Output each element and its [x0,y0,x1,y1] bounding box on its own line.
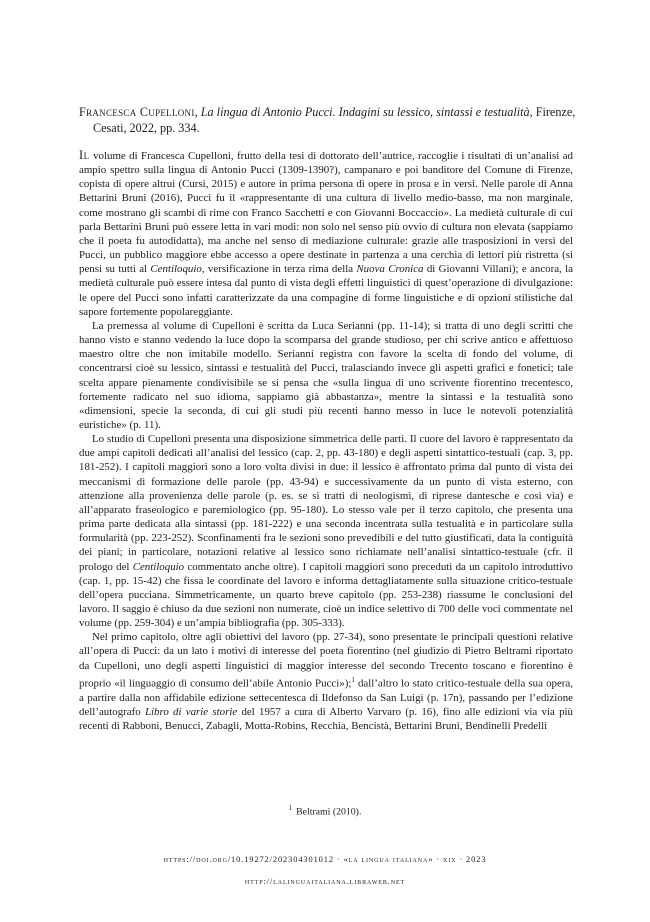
footnote-text: Beltrami (2010). [296,806,362,818]
p1-text-b: , versificazione in terza rima della [201,263,357,276]
p1-italic-nuova-cronica: Nuova Cronica [356,263,424,276]
review-header [79,104,587,136]
review-body [79,148,573,733]
p1-text-a: volume di Francesca Cupelloni, frutto della tesi di dottorato dell’autrice, raccoglie i risultati di un’analisi ad ampio spettro sulla lingua di Antonio Pucci (1309-1390?), campanaro e poi banditore del Comune di Firenze, copista di opere altrui (Cursi, 2015) e autore in prima persona di opere in prosa e in versi. Nelle parole di Anna Bettarini Bruni (2016), Pucci fu il «rappresentante di una cultura di livello medio-basso, ma non marginale, come mostrano gli scambi di rime con Franco Sacchetti e con Giovanni Boccaccio». La medietà culturale di cui parla Bettarini Bruni può essere letta in vari modi: non solo nel senso più ovvio di cultura non elevata (sappiamo che il poeta fu autodidatta), ma anche nel senso di mediazione culturale: grazie alle trasposizioni in versi del Pucci, un pubblico maggiore ebbe accesso a opere destinate in partenza a una cerchia di lettori più ristretta (si pensi su tutti al [79,150,573,276]
footnote-number: 1 [288,804,293,812]
paragraph-2: La premessa al volume di Cupelloni è scritta da Luca Serianni (pp. 11-14); si tratta di uno degli scritti che hanno visto e stanno vedendo la luce dopo la scomparsa del grande studioso, per chi scrive antico e affettuoso maestro oltre che non imitabile modello. Serianni registra con favore la scelta di fondo del volume, di concentrarsi cioè su lessico, sintassi e testualità del Pucci, tralasciando invece gli aspetti grafici e fonetici; tale scelta appare pienamente condivisibile se si pensa che «sulla lingua di uno scrivente fiorentino trecentesco, fortemente radicato nel suo idioma, sappiamo già abbastanza», mentre la sintassi e la testualità sono «dimensioni, specie la seconda, di cui gli studi più recenti hanno messo in luce le notevoli potenzialità euristiche» (p. 11). [79,319,573,431]
p4-text-c: del 1957 a cura di Alberto Varvaro (p. 16), fino alle edizioni via via più recenti di Rabboni, Benucci, Zabagli, Motta-Robins, Recchia, Bencistà, Bettarini Bruni, Bendinelli Predelli [79,705,573,732]
paragraph-3 [79,432,573,630]
paragraph-1 [79,148,573,319]
p4-italic-libro: Libro di varie storie [144,705,238,718]
p4-text-b: dall’altro lo stato critico-testuale della sua opera, a partire dalla non affidabile edizione settecentesca di Ildefonso da San Luigi (p. 17n), passando per l’edizione dell’autografo [79,677,573,718]
p1-italic-centiloquio: Centiloquio [150,263,202,276]
initial-letters: Il [79,148,90,162]
paragraph-4 [79,630,573,733]
footnote [0,804,650,817]
website-line: http://lalinguaitaliana.libraweb.net [244,877,406,886]
header-separator: , [194,105,201,119]
review-author: Francesca Cupelloni [79,105,195,119]
publication-details: , Firenze, Cesati, 2022, pp. 334. [93,105,576,135]
p3-text-a: Lo studio di Cupelloni presenta una disposizione simmetrica delle parti. Il cuore del lavoro è rappresentato da due ampi capitoli dedicati all’analisi del lessico (cap. 2, pp. 43-180) e degli aspetti sintattico-testuali (cap. 3, pp. 181-252). I capitoli maggiori sono a loro volta divisi in due: il lessico è affrontato prima dal punto di vista dei meccanismi di formazione delle parole (pp. 43-94) e successivamente da un punto di vista esterno, con attenzione alla provenienza delle parole (p. es. se si tratti di neologismi, di riprese dantesche e così via) e all’apparato fraseologico e paremiologico (pp. 95-180). Lo stesso vale per il terzo capitolo, che presenta una prima parte dedicata alla sintassi (pp. 181-222) e una seconda incentrata sulla testualità e in particolare sulla formularità (pp. 223-252). Sconfinamenti fra le sezioni sono prevedibili e del tutto giustificati, data la contiguità dei piani; in particolare, notazioni relative al lessico sono richiamate nell’analisi sintattico-testuale (cfr. il prologo del [79,433,573,573]
footnote-reference: 1 [351,675,355,684]
p3-italic-centiloquio: Centiloquio [132,560,185,573]
p4-text-a: Nel primo capitolo, oltre agli obiettivi del lavoro (pp. 27-34), sono presentate le principali questioni relative all’opera di Pucci: da un lato i motivi di interesse del poeta fiorentino (nel giudizio di Pietro Beltrami riportato da Cupelloni, uno degli aspetti linguistici di maggior interesse del secondo Trecento toscano e fiorentino è proprio «il linguaggio di consumo dell’abile Antonio Pucci»); [79,631,573,690]
p3-text-b: commentato anche oltre). I capitoli maggiori sono preceduti da un capitolo introduttivo (cap. 1, pp. 15-42) che fissa le coordinate del lavoro e informa dettagliatamente sulla situazione critico-testuale dell’opera pucciana. Simmetricamente, un quarto breve capitolo (pp. 253-238) riassume le conclusioni del lavoro. Il saggio è chiuso da due sezioni non numerate, cioè un indice selettivo di 700 delle voci commentate nel volume (pp. 259-304) e un’ampia bibliografia (pp. 305-333). [79,560,573,630]
doi-line: https://doi.org/10.19272/202304301012 · «la lingua italiana» · xix · 2023 [163,855,487,864]
book-title: La lingua di Antonio Pucci. Indagini su lessico, sintassi e testualità [200,105,530,119]
p1-text-c: di Giovanni Villani); e ancora, la medietà culturale può essere intesa dal punto di vista degli effetti linguistici di quest’operazione di divulgazione: le opere del Pucci sono infatti caratterizzate da una compagine di forme linguistiche e di opzioni stilistiche dal sapore fortemente popolareggiante. [79,263,573,318]
